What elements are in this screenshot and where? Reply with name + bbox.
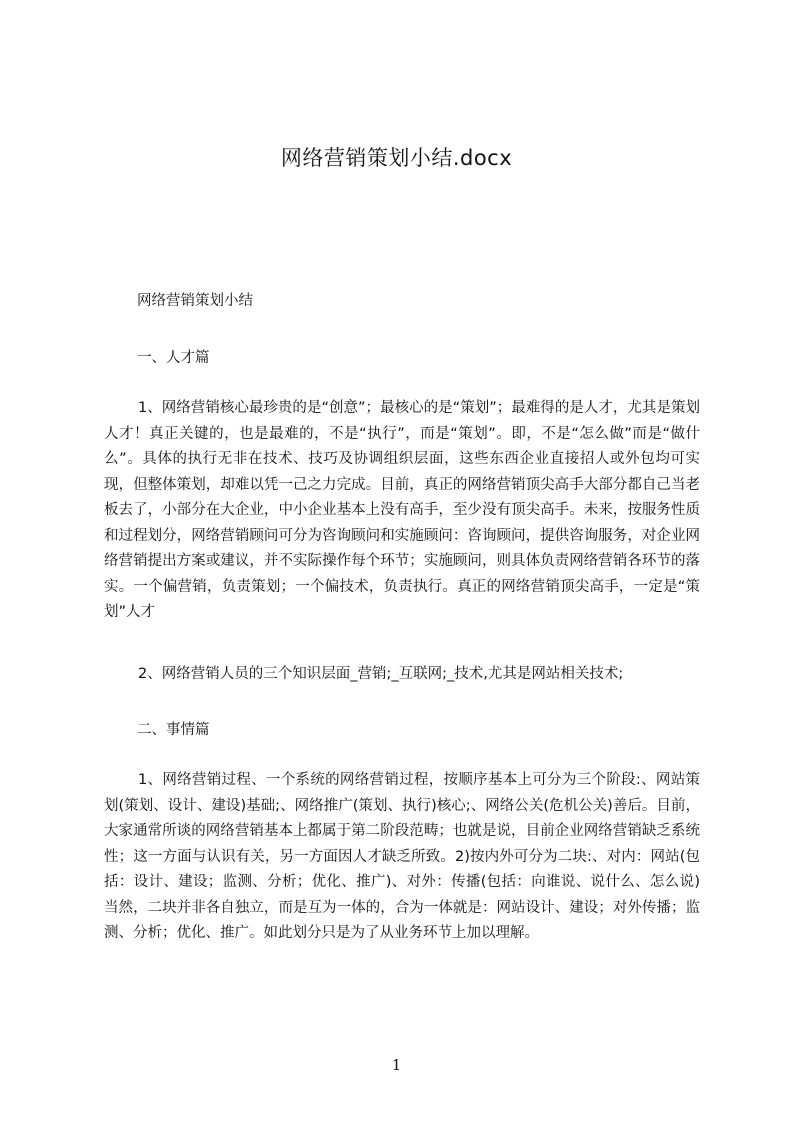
document-title: 网络营销策划小结.docx: [280, 146, 513, 170]
paragraph-talent-2: 2、网络营销人员的三个知识层面_营销;_互联网;_技术,尤其是网站相关技术;: [138, 666, 624, 682]
section-heading-affairs: 二、事情篇: [137, 722, 210, 738]
paragraph-affairs-1: 1、网络营销过程、一个系统的网络营销过程，按顺序基本上可分为三个阶段:、网站策划(策划、设计、建设)基础;、网络推广(策划、执行)核心;、网络公关(危机公关)善后。目前，大家通常所谈的网络营销基本上都属于第二阶段范畴；也就是说，目前企业网络营销缺乏系统性；这一方面与认识有关，另一方面因人才缺乏所致。2)按内外可分为二块:、对内：网站(包括：设计、建设；监测、分析；优化、推广)、对外：传播(包括：向谁说、说什么、怎么说)当然，二块并非各自独立，而是互为一体的，合为一体就是：网站设计、建设；对外传播；监测、分析；优化、推广。如此划分只是为了从业务环节上加以理解。: [104, 772, 700, 941]
paragraph-talent-1: 1、网络营销核心最珍贵的是“创意”；最核心的是“策划”；最难得的是人才，尤其是策划人才！真正关键的，也是最难的，不是“执行”，而是“策划”。即，不是“怎么做”而是“做什么”。具体的执行无非在技术、技巧及协调组织层面，这些东西企业直接招人或外包均可实现，但整体策划，却难以凭一己之力完成。目前，真正的网络营销顶尖高手大部分都自己当老板去了，小部分在大企业，中小企业基本上没有高手，至少没有顶尖高手。未来，按服务性质和过程划分，网络营销顾问可分为咨询顾问和实施顾问：咨询顾问，提供咨询服务，对企业网络营销提出方案或建议，并不实际操作每个环节；实施顾问，则具体负责网络营销各环节的落实。一个偏营销，负责策划；一个偏技术，负责执行。真正的网络营销顶尖高手，一定是“策划”人才: [104, 400, 700, 620]
section-heading-talent: 一、人才篇: [137, 350, 210, 366]
page-number: 1: [391, 1056, 402, 1074]
document-subtitle: 网络营销策划小结: [137, 293, 253, 309]
